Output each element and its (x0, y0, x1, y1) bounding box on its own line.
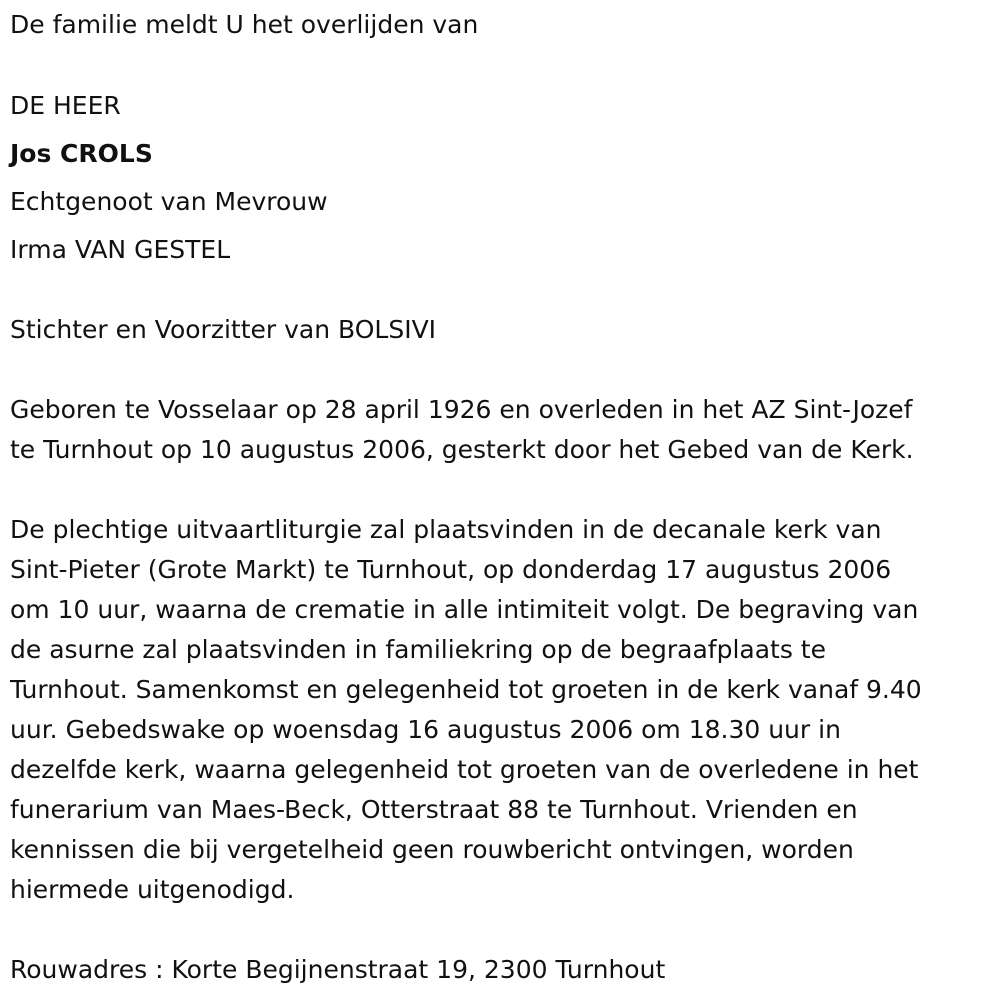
spouse-line-1: Echtgenoot van Mevrouw (10, 187, 328, 216)
paragraph-line: om 10 uur, waarna de crematie in alle intimiteit volgt. De begraving van (10, 595, 919, 624)
paragraph-line: Geboren te Vosselaar op 28 april 1926 en overleden in het AZ Sint-Jozef (10, 395, 913, 424)
paragraph-line: de asurne zal plaatsvinden in familiekring op de begraafplaats te (10, 635, 826, 664)
paragraph-line: De plechtige uitvaartliturgie zal plaatsvinden in de decanale kerk van (10, 515, 882, 544)
intro-text: De familie meldt U het overlijden van (10, 10, 479, 39)
paragraph-line: kennissen die bij vergetelheid geen rouwbericht ontvingen, worden (10, 835, 854, 864)
paragraph-line: dezelfde kerk, waarna gelegenheid tot groeten van de overledene in het (10, 755, 919, 784)
paragraph-line: funerarium van Maes-Beck, Otterstraat 88 te Turnhout. Vrienden en (10, 795, 858, 824)
paragraph-line: Sint-Pieter (Grote Markt) te Turnhout, op donderdag 17 augustus 2006 (10, 555, 892, 584)
role-text: Stichter en Voorzitter van BOLSIVI (10, 315, 437, 344)
address-text: Rouwadres : Korte Begijnenstraat 19, 2300 Turnhout (10, 955, 666, 984)
spouse-line-2: Irma VAN GESTEL (10, 235, 231, 264)
paragraph-line: uur. Gebedswake op woensdag 16 augustus 2006 om 18.30 uur in (10, 715, 841, 744)
paragraph-line: hiermede uitgenodigd. (10, 875, 295, 904)
title-text: DE HEER (10, 91, 121, 120)
deceased-name: Jos CROLS (10, 139, 153, 168)
paragraph-line: te Turnhout op 10 augustus 2006, gesterkt door het Gebed van de Kerk. (10, 435, 914, 464)
paragraph-line: Turnhout. Samenkomst en gelegenheid tot groeten in de kerk vanaf 9.40 (10, 675, 922, 704)
